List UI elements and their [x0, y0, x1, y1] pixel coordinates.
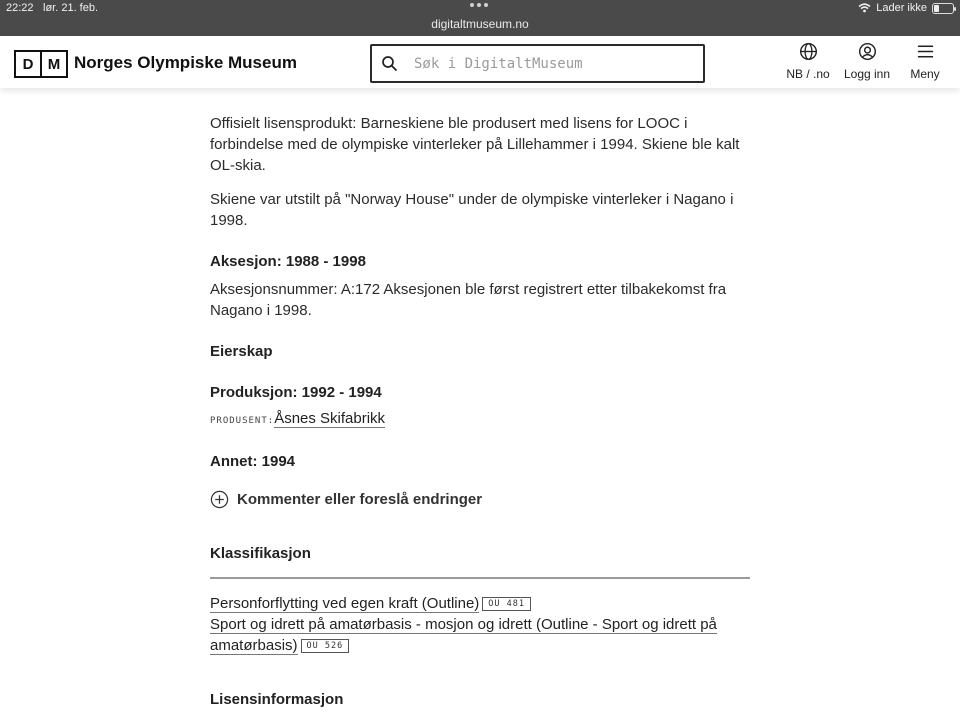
battery-icon — [932, 3, 954, 14]
status-right — [858, 2, 954, 14]
globe-icon — [799, 42, 818, 61]
annet-heading: Annet: 1994 — [210, 453, 296, 470]
plus-circle-icon — [210, 490, 229, 509]
comment-button[interactable] — [210, 490, 482, 509]
classification-code-2: OU 526 — [301, 639, 350, 653]
aksesjon-heading: Aksesjon: 1988 - 1998 — [210, 253, 366, 270]
museum-name-link[interactable]: Norges Olympiske Museum — [74, 53, 297, 72]
language-button[interactable] — [786, 42, 830, 81]
classification-list — [210, 593, 750, 656]
classification-link-1[interactable]: Personforflytting ved egen kraft (Outline) — [210, 595, 480, 612]
user-circle-icon — [858, 42, 877, 61]
produsent-label: PRODUSENT: — [210, 416, 275, 426]
wifi-icon — [858, 3, 871, 13]
search-box — [370, 44, 705, 83]
browser-status-bar — [0, 0, 960, 36]
eierskap-heading: Eierskap — [210, 343, 273, 360]
menu-label: Meny — [910, 67, 940, 81]
logo-letter-m: M — [47, 55, 61, 73]
description-paragraph-1: Offisielt lisensprodukt: Barneskiene ble produsert med lisens for LOOC i forbindelse med de olympiske vinterleker på Lillehammer i 1994. Skiene ble kalt OL-skia. — [210, 115, 740, 174]
produsent-row — [210, 410, 385, 428]
login-label: Logg inn — [843, 67, 891, 81]
klassifikasjon-heading: Klassifikasjon — [210, 545, 311, 562]
charging-status: Lader ikke — [876, 2, 927, 14]
aksesjon-text: Aksesjonsnummer: A:172 Aksesjonen ble først registrert etter tilbakekomst fra Nagano i 1998. — [210, 281, 727, 319]
classification-item — [210, 593, 750, 614]
dm-logo[interactable] — [14, 50, 68, 78]
logo-letter-d: D — [16, 52, 42, 76]
search-icon[interactable] — [381, 55, 399, 73]
section-rule — [210, 577, 750, 579]
status-time: 22:22 — [6, 2, 34, 14]
language-label: NB / .no — [786, 67, 830, 81]
more-dots-icon[interactable] — [470, 3, 490, 9]
status-date: lør. 21. feb. — [43, 2, 99, 14]
menu-button[interactable] — [906, 42, 944, 81]
classification-item — [210, 614, 750, 656]
classification-link-2[interactable]: Sport og idrett på amatørbasis - mosjon og idrett (Outline - Sport og idrett på amatørbasis) — [210, 616, 717, 654]
produksjon-heading: Produksjon: 1992 - 1994 — [210, 384, 382, 401]
lisens-heading: Lisensinformasjon — [210, 691, 344, 708]
produsent-link[interactable]: Åsnes Skifabrikk — [274, 410, 386, 427]
login-button[interactable] — [842, 42, 892, 81]
address-bar-url[interactable]: digitaltmuseum.no — [431, 17, 529, 31]
comment-label: Kommenter eller foreslå endringer — [237, 491, 483, 508]
search-input[interactable] — [414, 54, 694, 74]
hamburger-icon — [916, 42, 935, 61]
classification-code-1: OU 481 — [482, 597, 531, 611]
site-header — [0, 36, 960, 88]
description-paragraph-2: Skiene var utstilt på "Norway House" under de olympiske vinterleker i Nagano i 1998. — [210, 191, 734, 229]
